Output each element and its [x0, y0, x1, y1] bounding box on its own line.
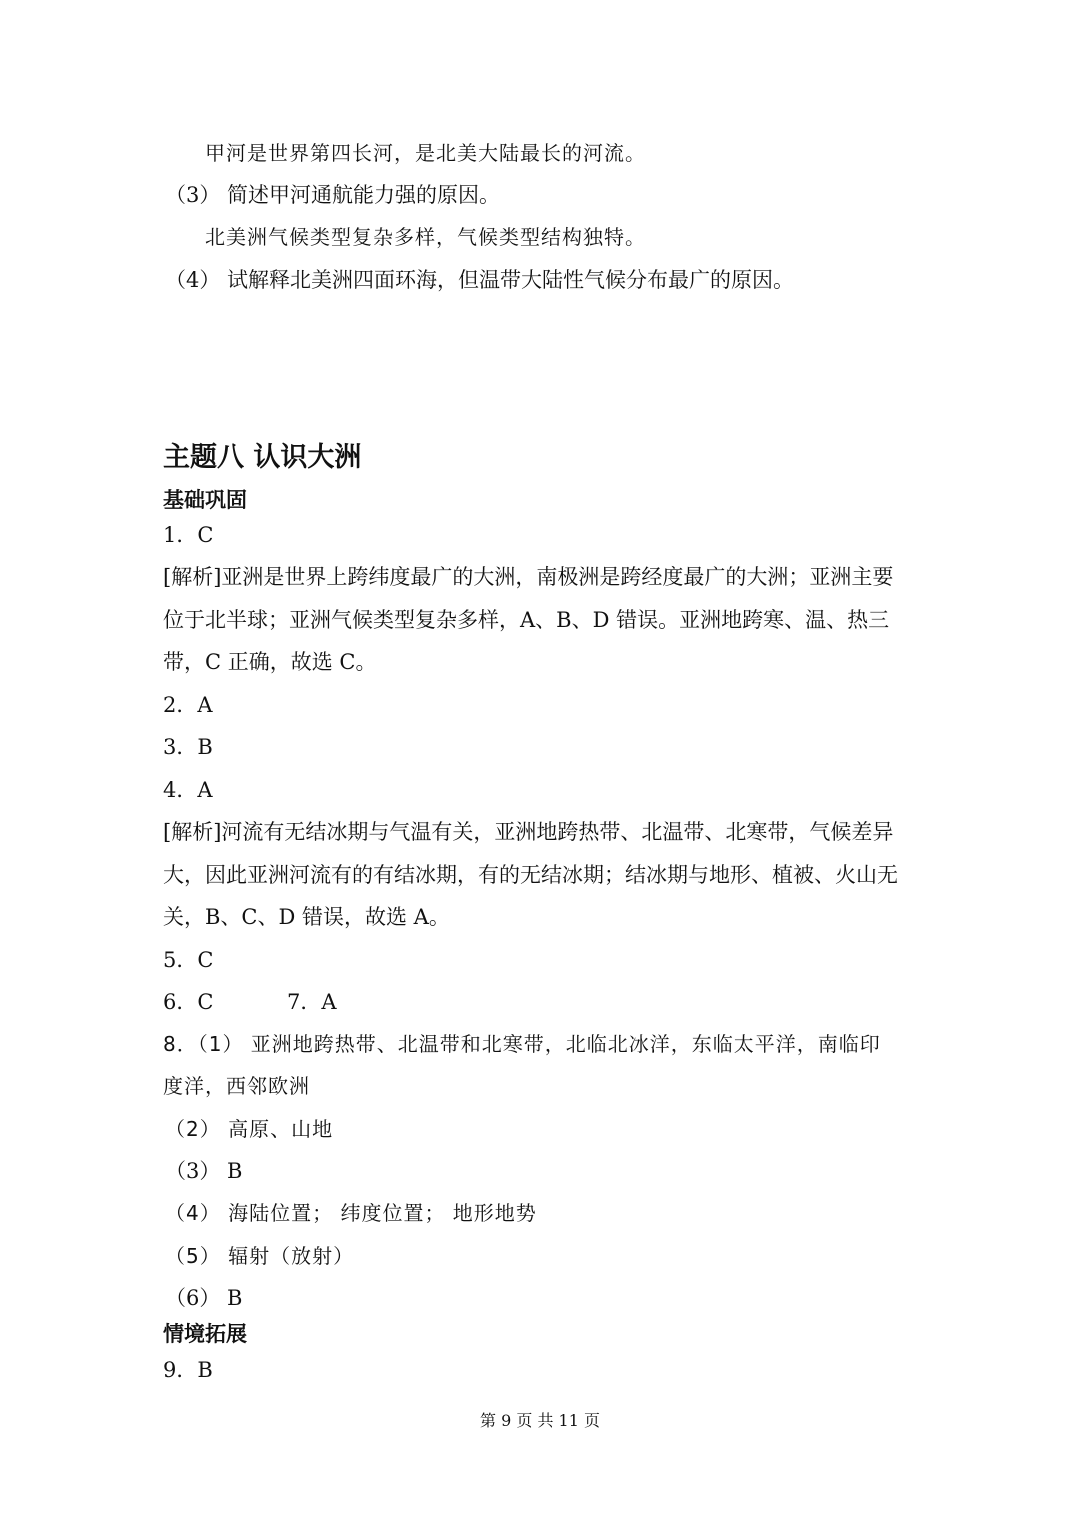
explanation-line: 位于北半球；亚洲气候类型复杂多样，A、B、D 错误。亚洲地跨寒、温、热三 [163, 608, 890, 632]
answer-item: 7．A [287, 990, 337, 1014]
explanation-line: [解析]亚洲是世界上跨纬度最广的大洲，南极洲是跨经度最广的大洲；亚洲主要 [163, 565, 894, 589]
explanation-line: [解析]河流有无结冰期与气温有关，亚洲地跨热带、北温带、北寒带，气候差异 [163, 820, 894, 844]
answer-item: 9．B [163, 1358, 213, 1382]
answer-item: 5．C [163, 948, 214, 972]
answer-item: 8．（1） 亚洲地跨热带、北温带和北寒带，北临北冰洋，东临太平洋，南临印 [163, 1032, 881, 1056]
question-line: （4） 试解释北美洲四面环海，但温带大陆性气候分布最广的原因。 [165, 268, 795, 292]
answer-item: （2） 高原、山地 [165, 1117, 334, 1141]
subsection-title: 基础巩固 [163, 488, 247, 512]
section-title: 主题八 认识大洲 [163, 442, 362, 473]
question-line: （3） 简述甲河通航能力强的原因。 [165, 183, 501, 207]
answer-item: 3．B [163, 735, 213, 759]
answer-item: 度洋，西邻欧洲 [163, 1074, 310, 1098]
answer-item: 6．C [163, 990, 214, 1014]
answer-item: 2．A [163, 693, 213, 717]
answer-line: 北美洲气候类型复杂多样，气候类型结构独特。 [205, 225, 646, 249]
answer-item: （6） B [165, 1286, 243, 1310]
subsection-title: 情境拓展 [163, 1322, 247, 1346]
explanation-line: 关，B、C、D 错误，故选 A。 [163, 905, 450, 929]
page-footer: 第 9 页 共 11 页 [480, 1411, 600, 1430]
answer-line: 甲河是世界第四长河，是北美大陆最长的河流。 [205, 141, 646, 165]
answer-item: （4） 海陆位置； 纬度位置； 地形地势 [165, 1201, 537, 1225]
answer-item: 4．A [163, 778, 213, 802]
explanation-line: 带，C 正确，故选 C。 [163, 650, 377, 674]
answer-item: （5） 辐射（放射） [165, 1244, 355, 1268]
answer-item: （3） B [165, 1159, 243, 1183]
answer-item: 1．C [163, 523, 214, 547]
explanation-line: 大，因此亚洲河流有的有结冰期，有的无结冰期；结冰期与地形、植被、火山无 [163, 863, 898, 887]
